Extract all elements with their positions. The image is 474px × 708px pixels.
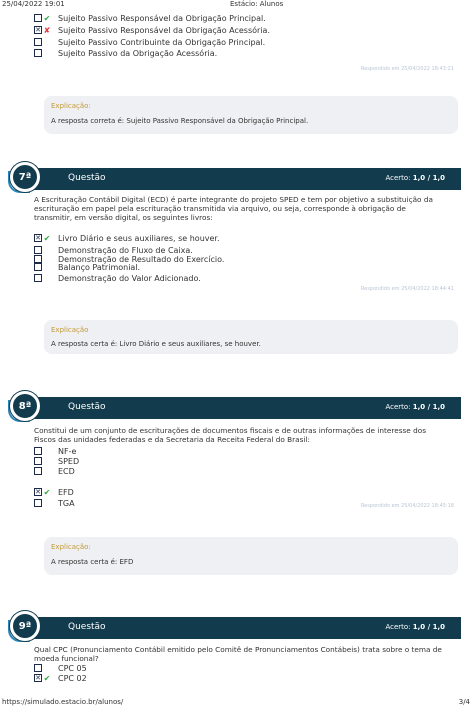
q6-explanation-box xyxy=(44,96,458,134)
mark-placeholder xyxy=(42,49,52,58)
score-label: Acerto: xyxy=(385,174,411,182)
q7-explanation-box xyxy=(44,320,458,354)
q7-option-5[interactable] xyxy=(34,273,201,283)
checkbox[interactable] xyxy=(34,49,42,57)
mark-placeholder xyxy=(42,664,52,673)
checkbox[interactable] xyxy=(34,457,42,465)
option-label: Demonstração do Fluxo de Caixa. xyxy=(58,245,193,255)
explanation-title: Explicação: xyxy=(51,543,91,551)
checkbox-checked[interactable]: ✕ xyxy=(35,673,41,682)
q6-answered-time: Respondido em 25/04/2022 18:43:21 xyxy=(360,66,454,72)
q7-number-badge: 7ª xyxy=(10,162,40,192)
checkbox[interactable] xyxy=(34,246,42,254)
q9-text-line: moeda funcional? xyxy=(34,654,99,663)
checkbox[interactable] xyxy=(34,499,42,507)
score-label: Acerto: xyxy=(385,403,411,411)
score xyxy=(385,174,445,182)
q9-text-line: Qual CPC (Pronunciamento Contábil emitido pelo Comitê de Pronunciamentos Contábeis) trata sobre o tema de xyxy=(34,645,442,654)
q8-number-badge: 8ª xyxy=(10,391,40,421)
q7-text-line: A Escrituração Contábil Digital (ECD) é parte integrante do projeto SPED e tem por objetivo a substituição da xyxy=(34,195,433,204)
option-label: Sujeito Passivo Responsável da Obrigação Principal. xyxy=(58,13,266,23)
score xyxy=(385,403,445,411)
q8-text xyxy=(34,426,462,444)
explanation-title: Explicação: xyxy=(51,102,91,110)
correct-check-icon: ✔ xyxy=(43,487,51,497)
option-label: TGA xyxy=(58,498,75,508)
option-label: Balanço Patrimonial. xyxy=(58,262,141,272)
q7-option-1[interactable] xyxy=(34,233,220,243)
score-value: 1,0 / 1,0 xyxy=(412,174,445,182)
option-label: EFD xyxy=(58,487,74,497)
q8-explanation-box xyxy=(44,537,458,575)
checkbox-checked[interactable]: ✕ xyxy=(35,233,41,242)
mark-placeholder xyxy=(42,457,52,466)
mark-placeholder xyxy=(42,38,52,47)
question-label: Questão xyxy=(68,622,106,632)
q9-number-badge: 9ª xyxy=(10,611,40,641)
correct-check-icon: ✔ xyxy=(43,13,51,23)
checkbox[interactable] xyxy=(34,447,42,455)
mark-placeholder xyxy=(42,274,52,283)
option-label: CPC 05 xyxy=(58,663,87,673)
option-label: ECD xyxy=(58,466,75,476)
checkbox[interactable] xyxy=(34,467,42,475)
q9-header-bar xyxy=(34,617,461,639)
option-label: Demonstração de Resultado do Exercício. xyxy=(58,254,225,264)
q7-header-bar xyxy=(34,168,461,190)
print-url[interactable]: https://simulado.estacio.br/alunos/ xyxy=(2,698,124,706)
option-label: Sujeito Passivo da Obrigação Acessória. xyxy=(58,48,218,58)
q6-option-4[interactable] xyxy=(34,48,217,58)
correct-check-icon: ✔ xyxy=(43,673,51,683)
score xyxy=(385,623,445,631)
q7-text-line: escrituração em papel pela escrituração transmitida via arquivo, ou seja, corresponde à obrigação de xyxy=(34,204,406,213)
mark-placeholder xyxy=(42,447,52,456)
q7-text xyxy=(34,195,462,222)
mark-placeholder xyxy=(42,499,52,508)
checkbox[interactable] xyxy=(34,14,42,22)
q8-option-1[interactable] xyxy=(34,446,76,456)
wrong-x-icon: ✘ xyxy=(43,25,51,35)
print-page-number: 3/4 xyxy=(458,698,470,706)
option-label: NF-e xyxy=(58,446,77,456)
option-label: SPED xyxy=(58,456,80,466)
score-label: Acerto: xyxy=(385,623,411,631)
q7-option-4[interactable] xyxy=(34,262,140,272)
print-datetime: 25/04/2022 19:01 xyxy=(2,0,65,8)
q6-option-3[interactable] xyxy=(34,37,265,47)
mark-placeholder xyxy=(42,467,52,476)
checkbox-checked[interactable]: ✕ xyxy=(35,25,41,34)
checkbox[interactable] xyxy=(34,38,42,46)
q8-answered-time: Respondido em 25/04/2022 18:45:18 xyxy=(360,503,454,509)
q8-option-4[interactable] xyxy=(34,487,74,497)
score-value: 1,0 / 1,0 xyxy=(412,623,445,631)
option-label: Sujeito Passivo Contribuinte da Obrigação Principal. xyxy=(58,37,266,47)
explanation-text: A resposta certa é: Livro Diário e seus auxiliares, se houver. xyxy=(51,340,261,348)
option-label: Demonstração do Valor Adicionado. xyxy=(58,273,201,283)
question-label: Questão xyxy=(68,402,106,412)
question-label: Questão xyxy=(68,173,106,183)
score-value: 1,0 / 1,0 xyxy=(412,403,445,411)
print-page-title: Estácio: Alunos xyxy=(230,0,284,8)
explanation-title: Explicação xyxy=(51,326,89,334)
q6-option-1[interactable] xyxy=(34,13,266,23)
option-label: Livro Diário e seus auxiliares, se houver. xyxy=(58,233,220,243)
correct-check-icon: ✔ xyxy=(43,233,51,243)
q8-option-5[interactable] xyxy=(34,498,75,508)
option-label: Sujeito Passivo Responsável da Obrigação Acessória. xyxy=(58,25,270,35)
q6-option-2[interactable] xyxy=(34,25,270,35)
q9-option-2[interactable] xyxy=(34,673,87,683)
q7-text-line: transmitir, em versão digital, os seguintes livros: xyxy=(34,213,213,222)
explanation-text: A resposta correta é: Sujeito Passivo Responsável da Obrigação Principal. xyxy=(51,117,309,125)
checkbox-checked[interactable]: ✕ xyxy=(35,487,41,496)
mark-placeholder xyxy=(42,263,52,272)
q9-option-1[interactable] xyxy=(34,663,87,673)
q8-text-line: Fiscos das unidades federadas e da Secretaria da Receita Federal do Brasil: xyxy=(34,435,310,444)
q8-header-bar xyxy=(34,397,461,419)
q8-option-3[interactable] xyxy=(34,466,75,476)
q8-text-line: Constitui de um conjunto de escriturações de documentos fiscais e de outras informações de interesse dos xyxy=(34,426,427,435)
explanation-text: A resposta certa é: EFD xyxy=(51,558,134,566)
checkbox[interactable] xyxy=(34,263,42,271)
q9-text xyxy=(34,645,462,663)
checkbox[interactable] xyxy=(34,274,42,282)
option-label: CPC 02 xyxy=(58,673,87,683)
q8-option-2[interactable] xyxy=(34,456,79,466)
q7-answered-time: Respondido em 25/04/2022 18:44:41 xyxy=(360,286,454,292)
print-header xyxy=(0,0,474,9)
checkbox[interactable] xyxy=(34,664,42,672)
